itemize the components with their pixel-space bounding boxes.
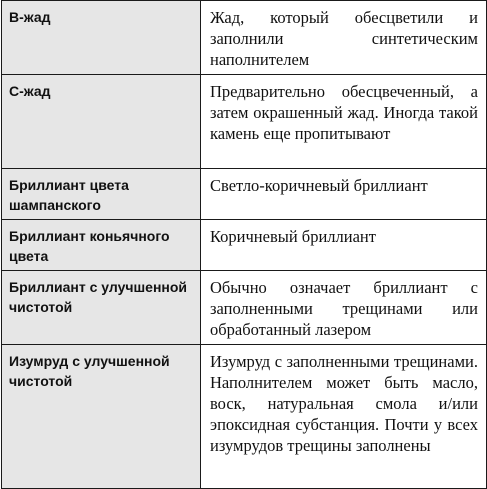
glossary-table	[1, 0, 487, 489]
definition-cell: Обычно означает бриллиант с заполненными трещинами или обработанный лазером	[201, 271, 487, 345]
table-row	[2, 271, 487, 345]
table-row	[2, 345, 487, 489]
term-cell: С-жад	[2, 75, 201, 169]
definition-cell: Жад, который обесцветили и заполнили синтетическим наполнителем	[201, 1, 487, 75]
table-row	[2, 220, 487, 271]
table-row	[2, 75, 487, 169]
term-cell: Бриллиант цвета шампанского	[2, 169, 201, 220]
term-cell: Бриллиант с улучшенной чистотой	[2, 271, 201, 345]
definition-cell: Светло-коричневый бриллиант	[201, 169, 487, 220]
term-cell: В-жад	[2, 1, 201, 75]
definition-cell: Изумруд с заполненными трещинами. Наполнителем может быть масло, воск, натуральная смола и/или эпоксидная субстанция. Почти у всех изумрудов трещины заполнены	[201, 345, 487, 489]
definition-cell: Коричневый бриллиант	[201, 220, 487, 271]
definition-cell: Предварительно обесцвеченный, а затем окрашенный жад. Иногда такой камень еще пропитывают	[201, 75, 487, 169]
term-cell: Изумруд с улучшенной чистотой	[2, 345, 201, 489]
table-row	[2, 169, 487, 220]
table-row	[2, 1, 487, 75]
term-cell: Бриллиант коньячного цвета	[2, 220, 201, 271]
